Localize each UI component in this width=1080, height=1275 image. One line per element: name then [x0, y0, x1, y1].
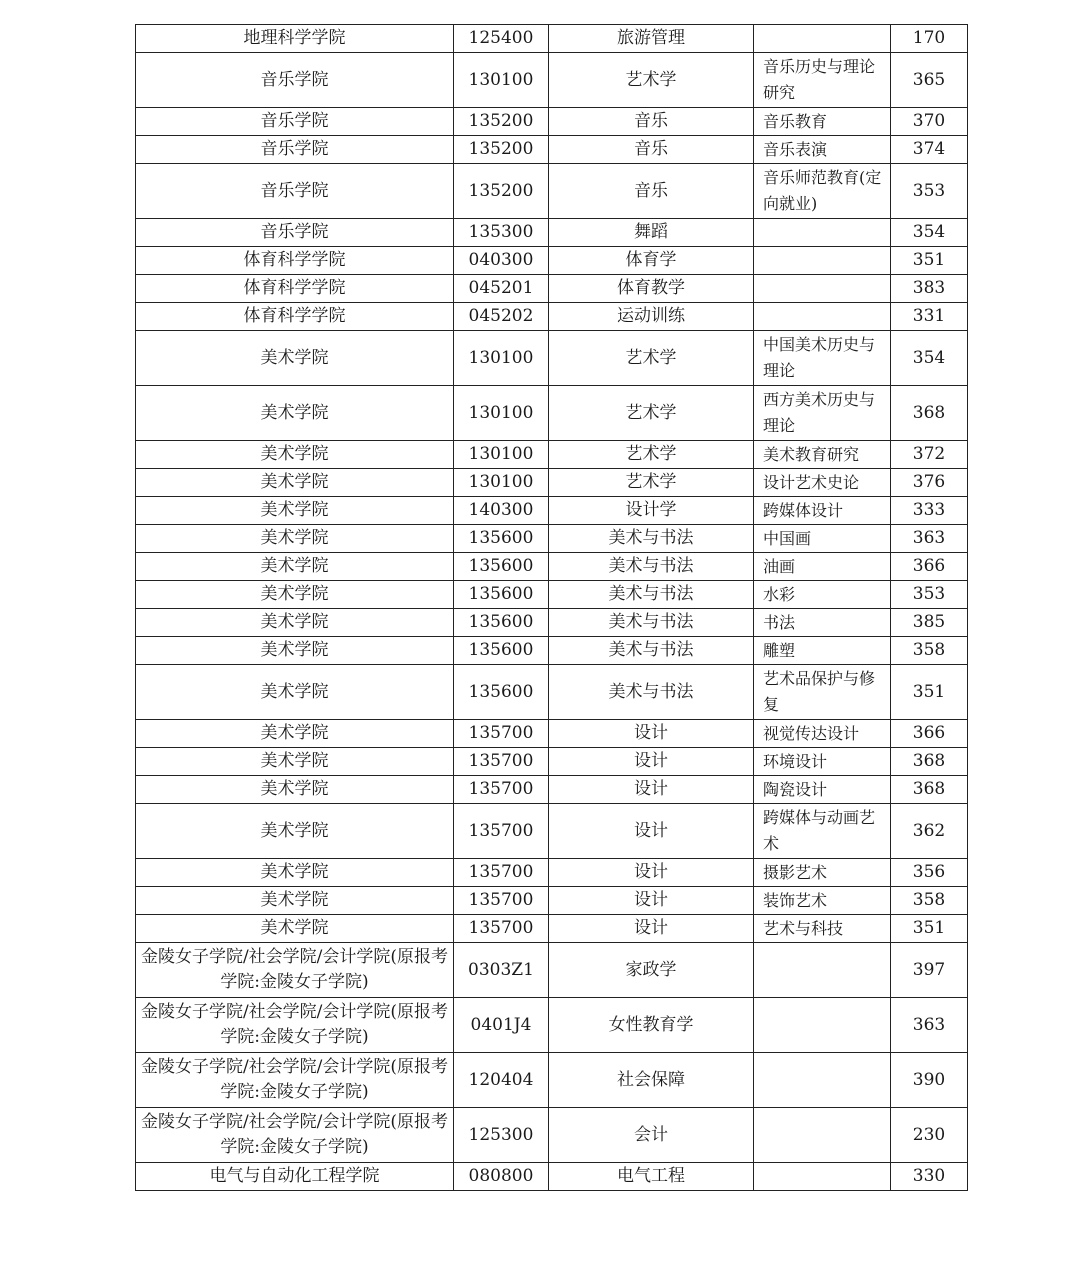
direction-cell: 摄影艺术: [754, 859, 891, 887]
direction-cell: 跨媒体设计: [754, 497, 891, 525]
table-body: [136, 25, 968, 1191]
direction-cell: [754, 25, 891, 53]
direction-cell: 陶瓷设计: [754, 776, 891, 804]
code-cell: 0401J4: [454, 998, 549, 1053]
college-cell: 美术学院: [136, 859, 454, 887]
score-cell: 353: [891, 581, 968, 609]
table-row: [136, 609, 968, 637]
table-row: [136, 859, 968, 887]
score-cell: 356: [891, 859, 968, 887]
code-cell: 135700: [454, 887, 549, 915]
score-cell: 366: [891, 720, 968, 748]
college-cell: 地理科学学院: [136, 25, 454, 53]
score-cell: 365: [891, 53, 968, 108]
direction-cell: 音乐历史与理论研究: [754, 53, 891, 108]
code-cell: 135700: [454, 748, 549, 776]
code-cell: 135600: [454, 553, 549, 581]
score-cell: 353: [891, 164, 968, 219]
college-cell: 金陵女子学院/社会学院/会计学院(原报考学院:金陵女子学院): [136, 998, 454, 1053]
college-cell: 体育科学学院: [136, 247, 454, 275]
major-cell: 女性教育学: [549, 998, 754, 1053]
score-cell: 383: [891, 275, 968, 303]
direction-cell: 艺术与科技: [754, 915, 891, 943]
major-cell: 艺术学: [549, 53, 754, 108]
table-row: [136, 637, 968, 665]
score-cell: 358: [891, 637, 968, 665]
major-cell: 体育教学: [549, 275, 754, 303]
score-table: [135, 24, 968, 1191]
table-row: [136, 136, 968, 164]
major-cell: 家政学: [549, 943, 754, 998]
college-cell: 美术学院: [136, 581, 454, 609]
direction-cell: 音乐师范教育(定向就业): [754, 164, 891, 219]
score-cell: 390: [891, 1053, 968, 1108]
table-row: [136, 53, 968, 108]
table-row: [136, 915, 968, 943]
major-cell: 音乐: [549, 164, 754, 219]
code-cell: 140300: [454, 497, 549, 525]
direction-cell: 音乐表演: [754, 136, 891, 164]
direction-cell: [754, 219, 891, 247]
college-cell: 音乐学院: [136, 219, 454, 247]
college-cell: 电气与自动化工程学院: [136, 1163, 454, 1191]
college-cell: 体育科学学院: [136, 303, 454, 331]
score-cell: 366: [891, 553, 968, 581]
direction-cell: [754, 1053, 891, 1108]
major-cell: 音乐: [549, 108, 754, 136]
college-cell: 美术学院: [136, 748, 454, 776]
table-row: [136, 275, 968, 303]
college-cell: 美术学院: [136, 609, 454, 637]
major-cell: 艺术学: [549, 386, 754, 441]
table-row: [136, 665, 968, 720]
major-cell: 旅游管理: [549, 25, 754, 53]
college-cell: 音乐学院: [136, 53, 454, 108]
score-cell: 354: [891, 331, 968, 386]
major-cell: 设计: [549, 887, 754, 915]
major-cell: 美术与书法: [549, 553, 754, 581]
major-cell: 美术与书法: [549, 581, 754, 609]
college-cell: 美术学院: [136, 887, 454, 915]
major-cell: 体育学: [549, 247, 754, 275]
table-row: [136, 804, 968, 859]
major-cell: 设计: [549, 720, 754, 748]
college-cell: 美术学院: [136, 720, 454, 748]
table-row: [136, 303, 968, 331]
code-cell: 120404: [454, 1053, 549, 1108]
major-cell: 电气工程: [549, 1163, 754, 1191]
direction-cell: 设计艺术史论: [754, 469, 891, 497]
code-cell: 135600: [454, 609, 549, 637]
code-cell: 135700: [454, 776, 549, 804]
table-row: [136, 247, 968, 275]
table-row: [136, 497, 968, 525]
score-cell: 170: [891, 25, 968, 53]
table-row: [136, 887, 968, 915]
score-cell: 397: [891, 943, 968, 998]
table-row: [136, 581, 968, 609]
score-cell: 363: [891, 525, 968, 553]
major-cell: 运动训练: [549, 303, 754, 331]
table-row: [136, 441, 968, 469]
direction-cell: 装饰艺术: [754, 887, 891, 915]
score-cell: 230: [891, 1108, 968, 1163]
major-cell: 美术与书法: [549, 525, 754, 553]
score-cell: 351: [891, 915, 968, 943]
code-cell: 130100: [454, 331, 549, 386]
code-cell: 135700: [454, 915, 549, 943]
direction-cell: [754, 1108, 891, 1163]
table-row: [136, 553, 968, 581]
major-cell: 会计: [549, 1108, 754, 1163]
code-cell: 135300: [454, 219, 549, 247]
major-cell: 美术与书法: [549, 609, 754, 637]
score-cell: 368: [891, 386, 968, 441]
college-cell: 体育科学学院: [136, 275, 454, 303]
direction-cell: [754, 1163, 891, 1191]
college-cell: 金陵女子学院/社会学院/会计学院(原报考学院:金陵女子学院): [136, 1108, 454, 1163]
code-cell: 135600: [454, 637, 549, 665]
college-cell: 美术学院: [136, 497, 454, 525]
code-cell: 135700: [454, 859, 549, 887]
table-row: [136, 748, 968, 776]
major-cell: 美术与书法: [549, 637, 754, 665]
direction-cell: 中国美术历史与理论: [754, 331, 891, 386]
college-cell: 美术学院: [136, 525, 454, 553]
table-row: [136, 1108, 968, 1163]
major-cell: 设计: [549, 748, 754, 776]
table-row: [136, 164, 968, 219]
code-cell: 130100: [454, 53, 549, 108]
score-cell: 368: [891, 776, 968, 804]
table-row: [136, 25, 968, 53]
code-cell: 125400: [454, 25, 549, 53]
college-cell: 金陵女子学院/社会学院/会计学院(原报考学院:金陵女子学院): [136, 1053, 454, 1108]
code-cell: 135200: [454, 108, 549, 136]
college-cell: 美术学院: [136, 469, 454, 497]
major-cell: 美术与书法: [549, 665, 754, 720]
direction-cell: 跨媒体与动画艺术: [754, 804, 891, 859]
score-cell: 362: [891, 804, 968, 859]
college-cell: 美术学院: [136, 553, 454, 581]
direction-cell: [754, 943, 891, 998]
code-cell: 045202: [454, 303, 549, 331]
major-cell: 艺术学: [549, 441, 754, 469]
college-cell: 音乐学院: [136, 136, 454, 164]
direction-cell: [754, 998, 891, 1053]
direction-cell: 视觉传达设计: [754, 720, 891, 748]
direction-cell: 中国画: [754, 525, 891, 553]
code-cell: 040300: [454, 247, 549, 275]
code-cell: 135200: [454, 164, 549, 219]
score-cell: 385: [891, 609, 968, 637]
major-cell: 设计: [549, 915, 754, 943]
code-cell: 125300: [454, 1108, 549, 1163]
table-row: [136, 1163, 968, 1191]
table-row: [136, 998, 968, 1053]
score-cell: 351: [891, 247, 968, 275]
code-cell: 130100: [454, 441, 549, 469]
direction-cell: 音乐教育: [754, 108, 891, 136]
college-cell: 美术学院: [136, 665, 454, 720]
direction-cell: [754, 275, 891, 303]
score-cell: 376: [891, 469, 968, 497]
table-row: [136, 1053, 968, 1108]
major-cell: 艺术学: [549, 469, 754, 497]
code-cell: 0303Z1: [454, 943, 549, 998]
direction-cell: [754, 303, 891, 331]
major-cell: 社会保障: [549, 1053, 754, 1108]
table-row: [136, 108, 968, 136]
table-row: [136, 331, 968, 386]
score-cell: 331: [891, 303, 968, 331]
major-cell: 音乐: [549, 136, 754, 164]
code-cell: 080800: [454, 1163, 549, 1191]
score-cell: 370: [891, 108, 968, 136]
college-cell: 金陵女子学院/社会学院/会计学院(原报考学院:金陵女子学院): [136, 943, 454, 998]
score-cell: 354: [891, 219, 968, 247]
code-cell: 135700: [454, 720, 549, 748]
direction-cell: 油画: [754, 553, 891, 581]
major-cell: 设计学: [549, 497, 754, 525]
score-cell: 368: [891, 748, 968, 776]
direction-cell: [754, 247, 891, 275]
direction-cell: 书法: [754, 609, 891, 637]
code-cell: 135600: [454, 525, 549, 553]
score-cell: 333: [891, 497, 968, 525]
code-cell: 130100: [454, 386, 549, 441]
major-cell: 舞蹈: [549, 219, 754, 247]
code-cell: 135200: [454, 136, 549, 164]
college-cell: 美术学院: [136, 804, 454, 859]
major-cell: 设计: [549, 776, 754, 804]
code-cell: 135700: [454, 804, 549, 859]
college-cell: 美术学院: [136, 386, 454, 441]
score-cell: 358: [891, 887, 968, 915]
college-cell: 美术学院: [136, 915, 454, 943]
direction-cell: 艺术品保护与修复: [754, 665, 891, 720]
code-cell: 135600: [454, 581, 549, 609]
code-cell: 130100: [454, 469, 549, 497]
college-cell: 音乐学院: [136, 108, 454, 136]
direction-cell: 雕塑: [754, 637, 891, 665]
direction-cell: 环境设计: [754, 748, 891, 776]
score-cell: 374: [891, 136, 968, 164]
table-row: [136, 469, 968, 497]
college-cell: 音乐学院: [136, 164, 454, 219]
college-cell: 美术学院: [136, 441, 454, 469]
major-cell: 设计: [549, 859, 754, 887]
table-row: [136, 525, 968, 553]
code-cell: 135600: [454, 665, 549, 720]
table-row: [136, 219, 968, 247]
score-cell: 330: [891, 1163, 968, 1191]
major-cell: 设计: [549, 804, 754, 859]
table-row: [136, 386, 968, 441]
college-cell: 美术学院: [136, 776, 454, 804]
table-row: [136, 943, 968, 998]
college-cell: 美术学院: [136, 637, 454, 665]
major-cell: 艺术学: [549, 331, 754, 386]
direction-cell: 西方美术历史与理论: [754, 386, 891, 441]
score-cell: 372: [891, 441, 968, 469]
code-cell: 045201: [454, 275, 549, 303]
college-cell: 美术学院: [136, 331, 454, 386]
table-row: [136, 720, 968, 748]
score-cell: 363: [891, 998, 968, 1053]
direction-cell: 水彩: [754, 581, 891, 609]
direction-cell: 美术教育研究: [754, 441, 891, 469]
score-cell: 351: [891, 665, 968, 720]
table-row: [136, 776, 968, 804]
